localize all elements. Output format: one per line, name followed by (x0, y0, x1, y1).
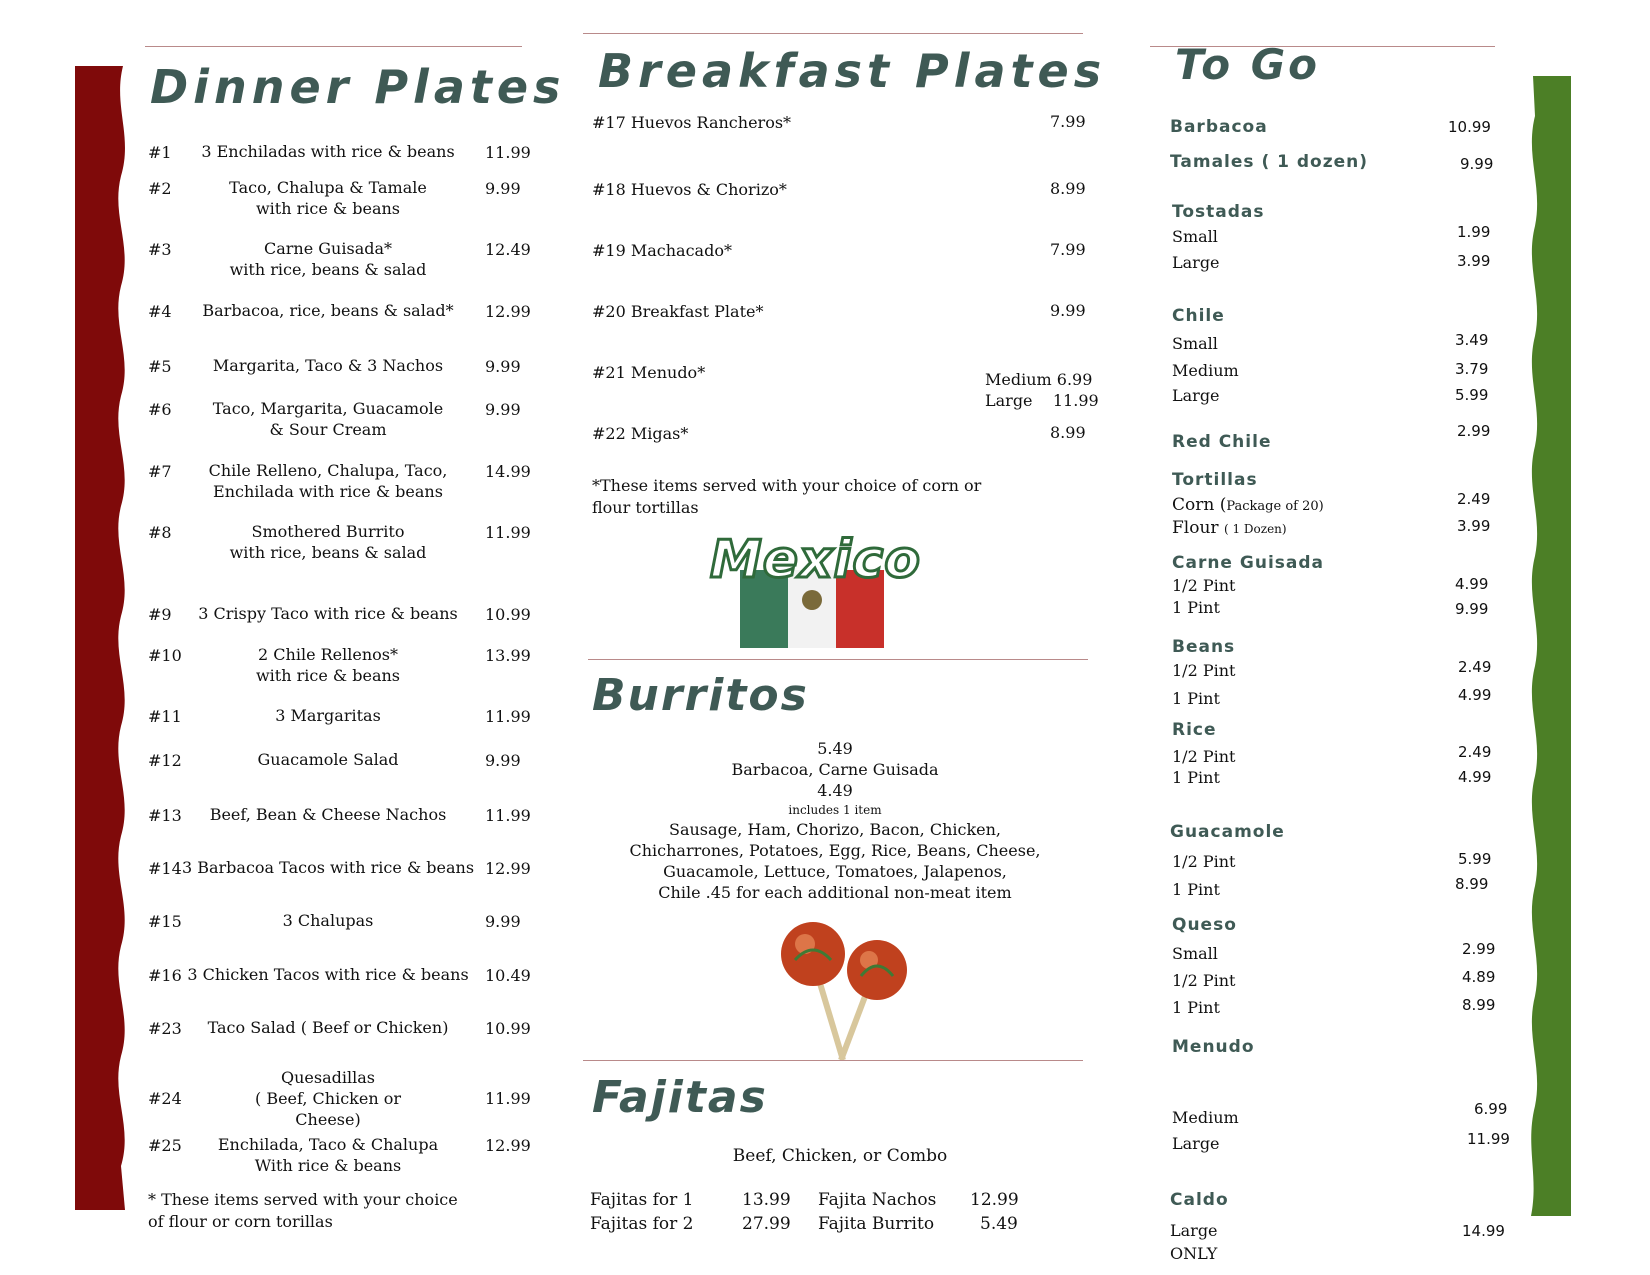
guac-one-price: 8.99 (1455, 875, 1489, 893)
fajitas-1-label: Fajitas for 1 (590, 1190, 694, 1210)
queso-one-price: 8.99 (1462, 996, 1496, 1014)
dinner-item-number: #24 (148, 1089, 182, 1108)
breakfast-item-price: 9.99 (1050, 301, 1086, 320)
fajitas-2-price: 27.99 (742, 1214, 791, 1234)
dinner-item-price: 10.49 (485, 966, 531, 985)
rice-one-price: 4.99 (1458, 768, 1492, 786)
breakfast-item-price: 8.99 (1050, 179, 1086, 198)
chile-medium-price: 3.79 (1455, 360, 1489, 378)
dinner-item-price: 9.99 (485, 179, 521, 198)
dinner-item-description (178, 964, 478, 985)
green-wavy-band (1523, 76, 1571, 1216)
caldo-only: ONLY (1170, 1244, 1218, 1263)
guac-one: 1 Pint (1172, 880, 1220, 899)
breakfast-item-price: 7.99 (1050, 240, 1086, 259)
dinner-item-line: Beef, Bean & Cheese Nachos (209, 805, 447, 824)
dinner-item-description (178, 177, 478, 219)
dinner-item-price: 9.99 (485, 751, 521, 770)
dinner-item-number: #6 (148, 400, 172, 419)
burritos-fillings-2b: Chicharrones, Potatoes, Egg, Rice, Beans, Cheese, (629, 841, 1041, 860)
menudo-medium: Medium (1172, 1108, 1239, 1127)
dinner-item-description (178, 355, 478, 376)
dinner-item-number: #12 (148, 751, 182, 770)
dinner-item-number: #13 (148, 806, 182, 825)
dinner-item-description (178, 910, 478, 931)
breakfast-item-label: #19 Machacado* (592, 241, 732, 260)
dinner-item-description (178, 1017, 478, 1038)
togo-chile: Chile (1172, 306, 1225, 326)
dinner-item-price: 10.99 (485, 1019, 531, 1038)
dinner-item-line: 3 Enchiladas with rice & beans (201, 142, 455, 161)
burritos-fillings-2a: Sausage, Ham, Chorizo, Bacon, Chicken, (669, 820, 1001, 839)
rice-one: 1 Pint (1172, 768, 1220, 787)
fajitas-row-2 (590, 1214, 1020, 1238)
dinner-item-line: with rice & beans (255, 666, 400, 685)
dinner-item-price: 9.99 (485, 400, 521, 419)
fajitas-row-1 (590, 1190, 1020, 1214)
fajitas-title: Fajitas (592, 1072, 768, 1123)
dinner-item-description (178, 1067, 478, 1130)
chile-large-price: 5.99 (1455, 386, 1489, 404)
dinner-item-line: With rice & beans (254, 1156, 402, 1175)
dinner-note-line1: * These items served with your choice (148, 1190, 458, 1209)
tostadas-small: Small (1172, 227, 1218, 246)
dinner-item-line: Margarita, Taco & 3 Nachos (212, 356, 444, 375)
carne-one: 1 Pint (1172, 598, 1220, 617)
dinner-top-rule (145, 46, 522, 47)
dinner-item-line: Carne Guisada* (263, 239, 393, 258)
carne-one-price: 9.99 (1455, 600, 1489, 618)
dinner-item-number: #23 (148, 1019, 182, 1038)
rice-half-price: 2.49 (1458, 743, 1492, 761)
dinner-item-price: 10.99 (485, 605, 531, 624)
dinner-item-line: Taco Salad ( Beef or Chicken) (207, 1018, 449, 1037)
rice-half: 1/2 Pint (1172, 747, 1236, 766)
dinner-item-line: ( Beef, Chicken or (254, 1089, 401, 1108)
dinner-item-line: Enchilada, Taco & Chalupa (217, 1135, 439, 1154)
tortillas-corn (1172, 495, 1324, 515)
burritos-fillings-1: Barbacoa, Carne Guisada (731, 760, 939, 779)
chile-small-price: 3.49 (1455, 331, 1489, 349)
dinner-item-number: #1 (148, 143, 172, 162)
togo-barbacoa: Barbacoa (1170, 117, 1268, 137)
tortillas-flour-label: Flour (1172, 518, 1219, 538)
chile-small: Small (1172, 334, 1218, 353)
dinner-item-line: with rice, beans & salad (229, 543, 427, 562)
breakfast-top-rule (583, 33, 1083, 34)
dinner-item-description (178, 460, 478, 502)
fajita-burrito-price: 5.49 (980, 1214, 1018, 1234)
burritos-includes: includes 1 item (788, 803, 882, 817)
tortillas-corn-price: 2.49 (1457, 490, 1491, 508)
dinner-item-number: #15 (148, 912, 182, 931)
maracas-icon (775, 920, 915, 1065)
dinner-item-price: 11.99 (485, 143, 531, 162)
dinner-item-line: 2 Chile Rellenos* (258, 645, 398, 664)
burritos-fillings-2c: Guacamole, Lettuce, Tomatoes, Jalapenos, (663, 862, 1007, 881)
queso-small-price: 2.99 (1462, 940, 1496, 958)
dinner-item-price: 12.99 (485, 1136, 531, 1155)
beans-one-price: 4.99 (1458, 686, 1492, 704)
guac-half-price: 5.99 (1458, 850, 1492, 868)
togo-queso: Queso (1172, 915, 1237, 935)
tostadas-small-price: 1.99 (1457, 223, 1491, 241)
dinner-item-line: Enchilada with rice & beans (213, 482, 443, 501)
logo-text: Mexico (710, 530, 921, 590)
dinner-item-description (178, 644, 478, 686)
fajitas-subtitle: Beef, Chicken, or Combo (732, 1146, 948, 1166)
caldo-large: Large (1170, 1221, 1218, 1240)
dinner-item-description (178, 705, 478, 726)
red-chile-price: 2.99 (1457, 422, 1491, 440)
dinner-item-line: Cheese) (295, 1110, 361, 1129)
red-wavy-band (75, 66, 131, 1210)
dinner-item-line: Taco, Chalupa & Tamale (229, 178, 427, 197)
dinner-item-price: 13.99 (485, 646, 531, 665)
dinner-item-number: #3 (148, 240, 172, 259)
chile-medium: Medium (1172, 361, 1239, 380)
dinner-item-description (178, 749, 478, 770)
queso-half: 1/2 Pint (1172, 971, 1236, 990)
togo-red-chile: Red Chile (1172, 432, 1272, 452)
breakfast-item-label: #22 Migas* (592, 424, 689, 443)
carne-half: 1/2 Pint (1172, 576, 1236, 595)
breakfast-item-label: #20 Breakfast Plate* (592, 302, 764, 321)
guac-half: 1/2 Pint (1172, 852, 1236, 871)
tostadas-large-price: 3.99 (1457, 252, 1491, 270)
togo-tamales-price: 9.99 (1460, 155, 1494, 173)
queso-small: Small (1172, 944, 1218, 963)
fajitas-1-price: 13.99 (742, 1190, 791, 1210)
dinner-item-description (178, 238, 478, 280)
dinner-item-number: #5 (148, 357, 172, 376)
dinner-item-line: 3 Crispy Taco with rice & beans (198, 604, 458, 623)
dinner-item-description (178, 1134, 478, 1176)
breakfast-item-price: 8.99 (1050, 423, 1086, 442)
breakfast-item-label: #21 Menudo* (592, 363, 706, 382)
togo-tostadas: Tostadas (1172, 202, 1265, 222)
burritos-details (600, 738, 1070, 903)
fajita-burrito-label: Fajita Burrito (818, 1214, 935, 1234)
togo-carne-guisada: Carne Guisada (1172, 553, 1324, 573)
fajitas-top-rule (583, 1060, 1083, 1061)
dinner-item-price: 9.99 (485, 357, 521, 376)
dinner-item-price: 11.99 (485, 523, 531, 542)
togo-guacamole: Guacamole (1170, 822, 1285, 842)
burritos-top-rule (588, 659, 1088, 660)
dinner-item-line: & Sour Cream (269, 420, 387, 439)
dinner-item-line: 3 Chicken Tacos with rice & beans (187, 965, 469, 984)
dinner-item-line: Smothered Burrito (251, 522, 405, 541)
menudo-medium-price: 6.99 (1474, 1100, 1508, 1118)
menudo-large: Large (1172, 1134, 1220, 1153)
breakfast-item-price-large: Large 11.99 (985, 391, 1099, 410)
dinner-item-price: 11.99 (485, 806, 531, 825)
dinner-note (148, 1189, 458, 1233)
dinner-item-description (178, 398, 478, 440)
togo-rice: Rice (1172, 720, 1217, 740)
breakfast-item-price-medium: Medium 6.99 (985, 370, 1093, 389)
mexico-logo (710, 530, 921, 650)
menudo-large-price: 11.99 (1467, 1130, 1510, 1148)
dinner-item-number: #8 (148, 523, 172, 542)
caldo-price: 14.99 (1462, 1222, 1505, 1240)
breakfast-note (592, 475, 981, 519)
dinner-item-description (178, 300, 478, 321)
dinner-item-number: #25 (148, 1136, 182, 1155)
dinner-item-number: #9 (148, 605, 172, 624)
dinner-item-line: Quesadillas (281, 1068, 375, 1087)
dinner-item-number: #14 (148, 859, 182, 878)
dinner-item-price: 12.49 (485, 240, 531, 259)
beans-one: 1 Pint (1172, 689, 1220, 708)
togo-tortillas: Tortillas (1172, 470, 1258, 490)
breakfast-item-price: 7.99 (1050, 112, 1086, 131)
dinner-title: Dinner Plates (150, 60, 566, 114)
breakfast-item-label: #18 Huevos & Chorizo* (592, 180, 787, 199)
dinner-item-price: 9.99 (485, 912, 521, 931)
flag-emblem-icon (802, 590, 822, 610)
fajitas-2-label: Fajitas for 2 (590, 1214, 694, 1234)
tortillas-flour-note: ( 1 Dozen) (1223, 522, 1287, 536)
burritos-title: Burritos (592, 670, 809, 721)
tostadas-large: Large (1172, 253, 1220, 272)
dinner-item-price: 12.99 (485, 859, 531, 878)
carne-half-price: 4.99 (1455, 575, 1489, 593)
dinner-item-price: 11.99 (485, 1089, 531, 1108)
dinner-item-number: #2 (148, 179, 172, 198)
breakfast-title: Breakfast Plates (598, 44, 1107, 98)
dinner-item-number: #11 (148, 707, 182, 726)
togo-tamales: Tamales ( 1 dozen) (1170, 152, 1369, 172)
queso-half-price: 4.89 (1462, 968, 1496, 986)
dinner-item-description (178, 521, 478, 563)
dinner-item-line: 3 Barbacoa Tacos with rice & beans (181, 858, 475, 877)
togo-beans: Beans (1172, 637, 1236, 657)
dinner-item-line: Barbacoa, rice, beans & salad* (202, 301, 454, 320)
dinner-item-line: with rice & beans (255, 199, 400, 218)
tortillas-flour (1172, 518, 1287, 538)
tortillas-corn-note: Package of 20) (1226, 499, 1324, 514)
togo-barbacoa-price: 10.99 (1448, 118, 1491, 136)
beans-half: 1/2 Pint (1172, 661, 1236, 680)
chile-large: Large (1172, 386, 1220, 405)
dinner-note-line2: of flour or corn torillas (148, 1212, 333, 1231)
dinner-item-price: 11.99 (485, 707, 531, 726)
dinner-item-line: 3 Chalupas (282, 911, 374, 930)
fajita-nachos-label: Fajita Nachos (818, 1190, 937, 1210)
burritos-fillings-2d: Chile .45 for each additional non-meat item (658, 883, 1012, 902)
togo-caldo: Caldo (1170, 1190, 1229, 1210)
dinner-item-line: 3 Margaritas (275, 706, 381, 725)
dinner-item-line: Taco, Margarita, Guacamole (212, 399, 444, 418)
breakfast-item-label: #17 Huevos Rancheros* (592, 113, 792, 132)
breakfast-note-line1: *These items served with your choice of corn or (592, 476, 982, 495)
tortillas-flour-price: 3.99 (1457, 517, 1491, 535)
dinner-item-number: #10 (148, 646, 182, 665)
burritos-price-1: 5.49 (817, 739, 853, 758)
dinner-item-description (178, 804, 478, 825)
dinner-item-line: Guacamole Salad (257, 750, 399, 769)
togo-menudo: Menudo (1172, 1037, 1255, 1057)
dinner-item-number: #7 (148, 462, 172, 481)
dinner-item-number: #4 (148, 302, 172, 321)
dinner-item-price: 12.99 (485, 302, 531, 321)
breakfast-note-line2: flour tortillas (592, 498, 699, 517)
dinner-item-description (178, 141, 478, 162)
dinner-item-price: 14.99 (485, 462, 531, 481)
tortillas-corn-label: Corn ( (1172, 495, 1227, 515)
dinner-item-description (178, 857, 478, 878)
queso-one: 1 Pint (1172, 998, 1220, 1017)
fajita-nachos-price: 12.99 (970, 1190, 1019, 1210)
burritos-price-2: 4.49 (817, 781, 853, 800)
dinner-item-line: Chile Relleno, Chalupa, Taco, (208, 461, 448, 480)
togo-title: To Go (1175, 40, 1321, 89)
dinner-item-description (178, 603, 478, 624)
beans-half-price: 2.49 (1458, 658, 1492, 676)
dinner-item-number: #16 (148, 966, 182, 985)
dinner-item-line: with rice, beans & salad (229, 260, 427, 279)
